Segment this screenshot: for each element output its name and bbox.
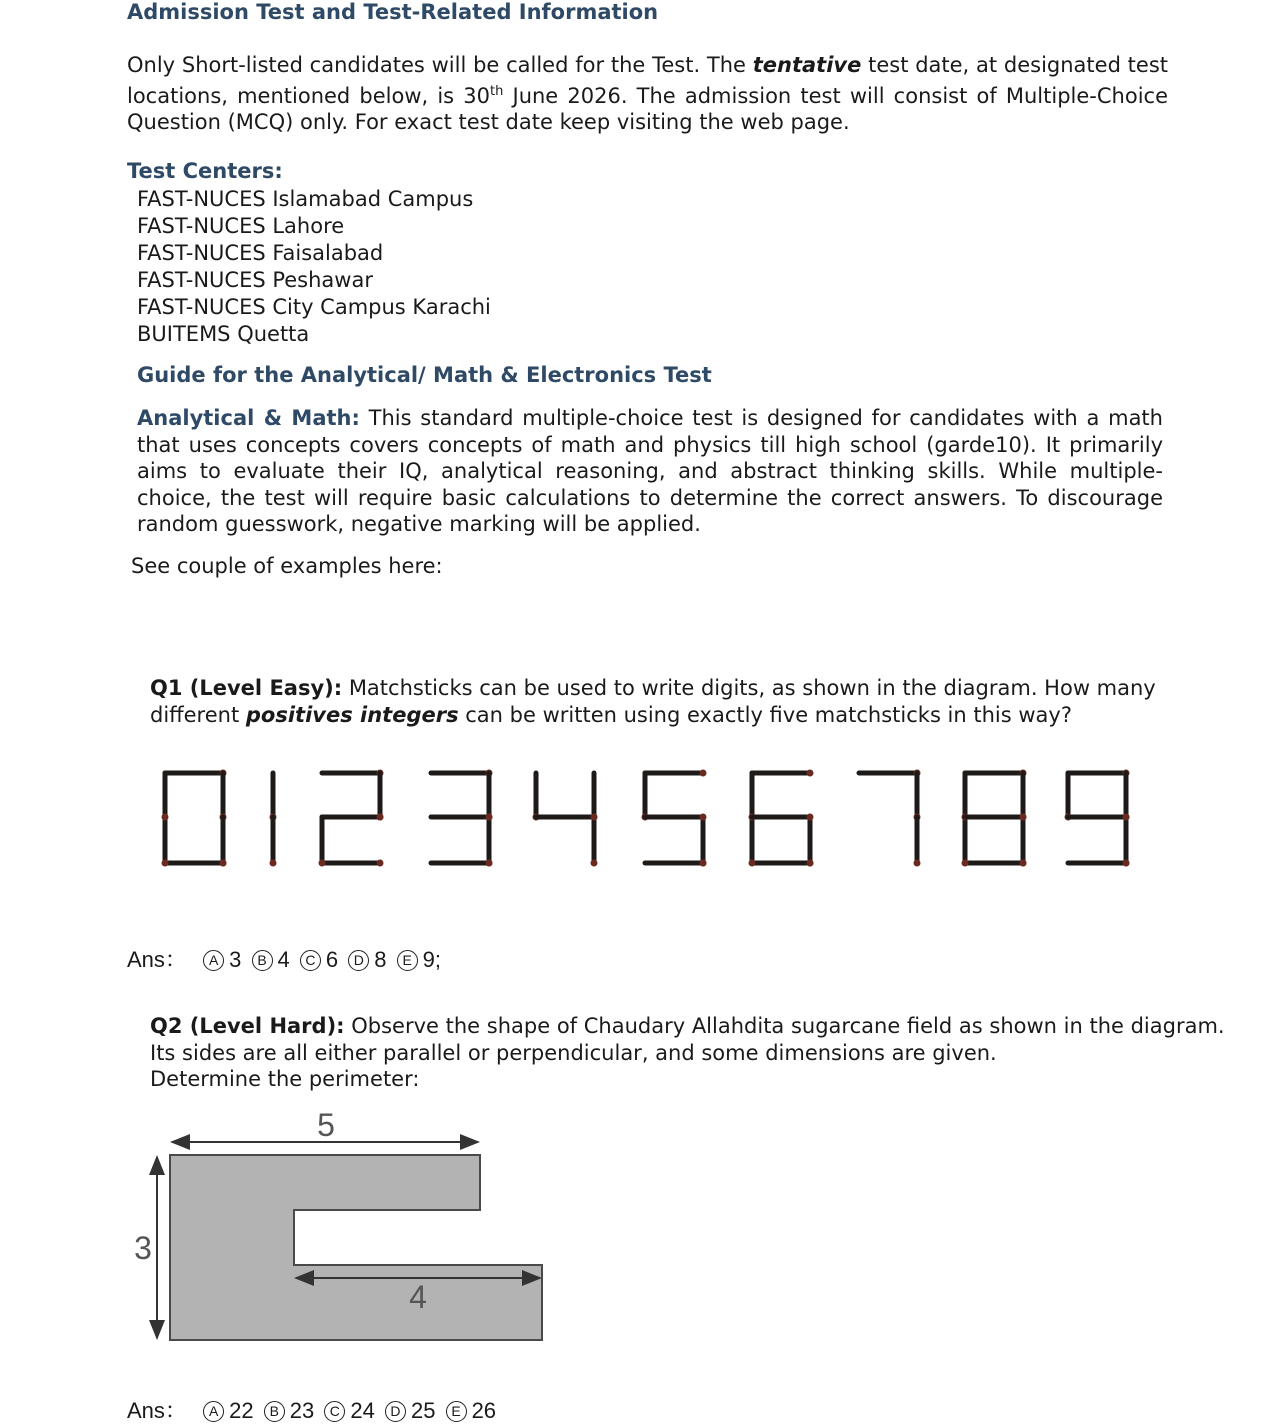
q1-option-value: 3	[229, 947, 242, 972]
intro-superscript: th	[490, 83, 504, 99]
matchstick-head	[1123, 814, 1130, 821]
q2-option-value: 24	[350, 1398, 375, 1423]
q2-option-value: 25	[410, 1398, 436, 1423]
q1-text-2: can be written using exactly five matchsticks in this way?	[458, 702, 1072, 727]
test-center-item: FAST-NUCES Islamabad Campus	[137, 187, 474, 211]
dimension-label-left: 3	[134, 1230, 152, 1266]
intro-tentative: tentative	[752, 53, 862, 77]
matchstick-head	[807, 814, 814, 821]
q1-ans-label: Ans：	[127, 947, 187, 972]
q1-option-letter: E	[397, 950, 418, 971]
q1-option	[252, 947, 290, 973]
q1-option-letter: D	[348, 950, 369, 971]
dimension-label-top: 5	[317, 1107, 335, 1143]
q2-option-letter: A	[203, 1401, 224, 1422]
guide-heading: Guide for the Analytical/ Math & Electronics Test	[137, 363, 712, 387]
q1-answer-line	[127, 943, 445, 974]
matchstick-head	[270, 860, 277, 867]
matchstick-head	[700, 814, 707, 821]
intro-paragraph	[127, 52, 1168, 136]
matchstick-head	[591, 860, 598, 867]
intro-text-1: Only Short-listed candidates will be called for the Test. The	[127, 53, 753, 77]
matchstick-head	[162, 814, 169, 821]
q2-line-1: Observe the shape of Chaudary Allahdita sugarcane field as shown in the diagram.	[344, 1014, 1225, 1038]
q1-label: Q1 (Level Easy):	[150, 676, 343, 700]
q1-emphasis: positives integers	[245, 702, 459, 727]
field-shape-diagram	[120, 1105, 560, 1355]
q2-option	[324, 1398, 374, 1424]
q1-option-value: 8	[374, 947, 387, 972]
q2-option-value: 23	[289, 1398, 315, 1423]
q2-option-letter: C	[324, 1401, 345, 1422]
q1-option	[348, 947, 386, 973]
q2-option-letter: B	[264, 1401, 285, 1422]
q2-option-letter: D	[385, 1401, 406, 1422]
matchstick-head	[591, 814, 598, 821]
examples-intro: See couple of examples here:	[131, 554, 443, 578]
matchstick-head	[486, 814, 493, 821]
q2-option	[446, 1398, 496, 1424]
matchstick-head	[220, 860, 227, 867]
guide-label: Analytical & Math:	[137, 406, 360, 430]
q2-option-value: 22	[229, 1398, 254, 1423]
matchstick-head	[807, 860, 814, 867]
dimension-label-inner: 4	[409, 1279, 427, 1315]
matchstick-head	[749, 860, 756, 867]
matchstick-head	[914, 860, 921, 867]
q1-option	[397, 947, 441, 973]
guide-text: This standard multiple-choice test is designed for candidates with a math that uses concepts covers concepts of math and physics till high school (garde10). It primarily aims to evaluate their IQ, analytical reasoning, and abstract thinking skills. While multiple-choice, the test will require basic calculations to determine the correct answers. To discourage random guesswork, negative marking will be applied.	[137, 406, 1163, 536]
field-shape	[170, 1155, 542, 1340]
q1-option-letter: C	[300, 950, 321, 971]
q1-question	[150, 675, 1220, 728]
matchstick-head	[486, 860, 493, 867]
matchstick-head	[377, 814, 384, 821]
q2-option	[264, 1398, 314, 1424]
matchstick-head	[807, 770, 814, 777]
q2-line-2: Its sides are all either parallel or perpendicular, and some dimensions are given.	[150, 1040, 997, 1065]
matchstick-head	[700, 770, 707, 777]
test-center-item: FAST-NUCES City Campus Karachi	[137, 295, 491, 319]
q2-option	[385, 1398, 435, 1424]
matchstick-head	[1123, 860, 1130, 867]
q1-option-value: 6	[325, 947, 339, 972]
q1-option-letter: B	[252, 950, 273, 971]
q2-ans-label: Ans：	[127, 1398, 187, 1423]
test-center-item: BUITEMS Quetta	[137, 322, 310, 346]
intro-text-3: June 2026. The admission test will consist of Multiple-Choice Question (MCQ) only. For exact test date keep visiting the web page.	[127, 83, 1168, 134]
q2-question	[150, 1013, 1250, 1093]
q1-option-value: 4	[277, 947, 290, 972]
q1-option-letter: A	[203, 950, 224, 971]
matchstick-head	[962, 860, 969, 867]
q2-option	[203, 1398, 253, 1424]
intro-text-2: test date, at designated test locations, mentioned below, is 30	[127, 53, 1168, 108]
matchstick-head	[1020, 860, 1027, 867]
test-centers-heading: Test Centers:	[127, 159, 283, 183]
q2-option-value: 26	[471, 1398, 497, 1423]
test-center-item: FAST-NUCES Peshawar	[137, 268, 373, 292]
q2-answer-line	[127, 1394, 500, 1425]
test-center-item: FAST-NUCES Faisalabad	[137, 241, 384, 265]
matchstick-head	[377, 860, 384, 867]
q2-line-3: Determine the perimeter:	[150, 1067, 420, 1091]
matchstick-digits-diagram	[150, 757, 1150, 887]
q1-option	[300, 947, 338, 973]
q1-text-1: Matchsticks can be used to write digits, as shown in the diagram. How many different	[150, 676, 1156, 727]
matchstick-head	[162, 860, 169, 867]
matchstick-head	[700, 860, 707, 867]
test-centers-list	[137, 186, 491, 348]
q2-option-letter: E	[446, 1401, 467, 1422]
test-center-item: FAST-NUCES Lahore	[137, 214, 345, 238]
q2-label: Q2 (Level Hard):	[150, 1014, 345, 1038]
matchstick-head	[319, 860, 326, 867]
q1-option-value: 9;	[422, 947, 441, 972]
section-title: Admission Test and Test-Related Information	[127, 0, 659, 24]
q1-option	[203, 947, 241, 973]
guide-paragraph	[137, 405, 1163, 538]
matchstick-head	[1020, 814, 1027, 821]
